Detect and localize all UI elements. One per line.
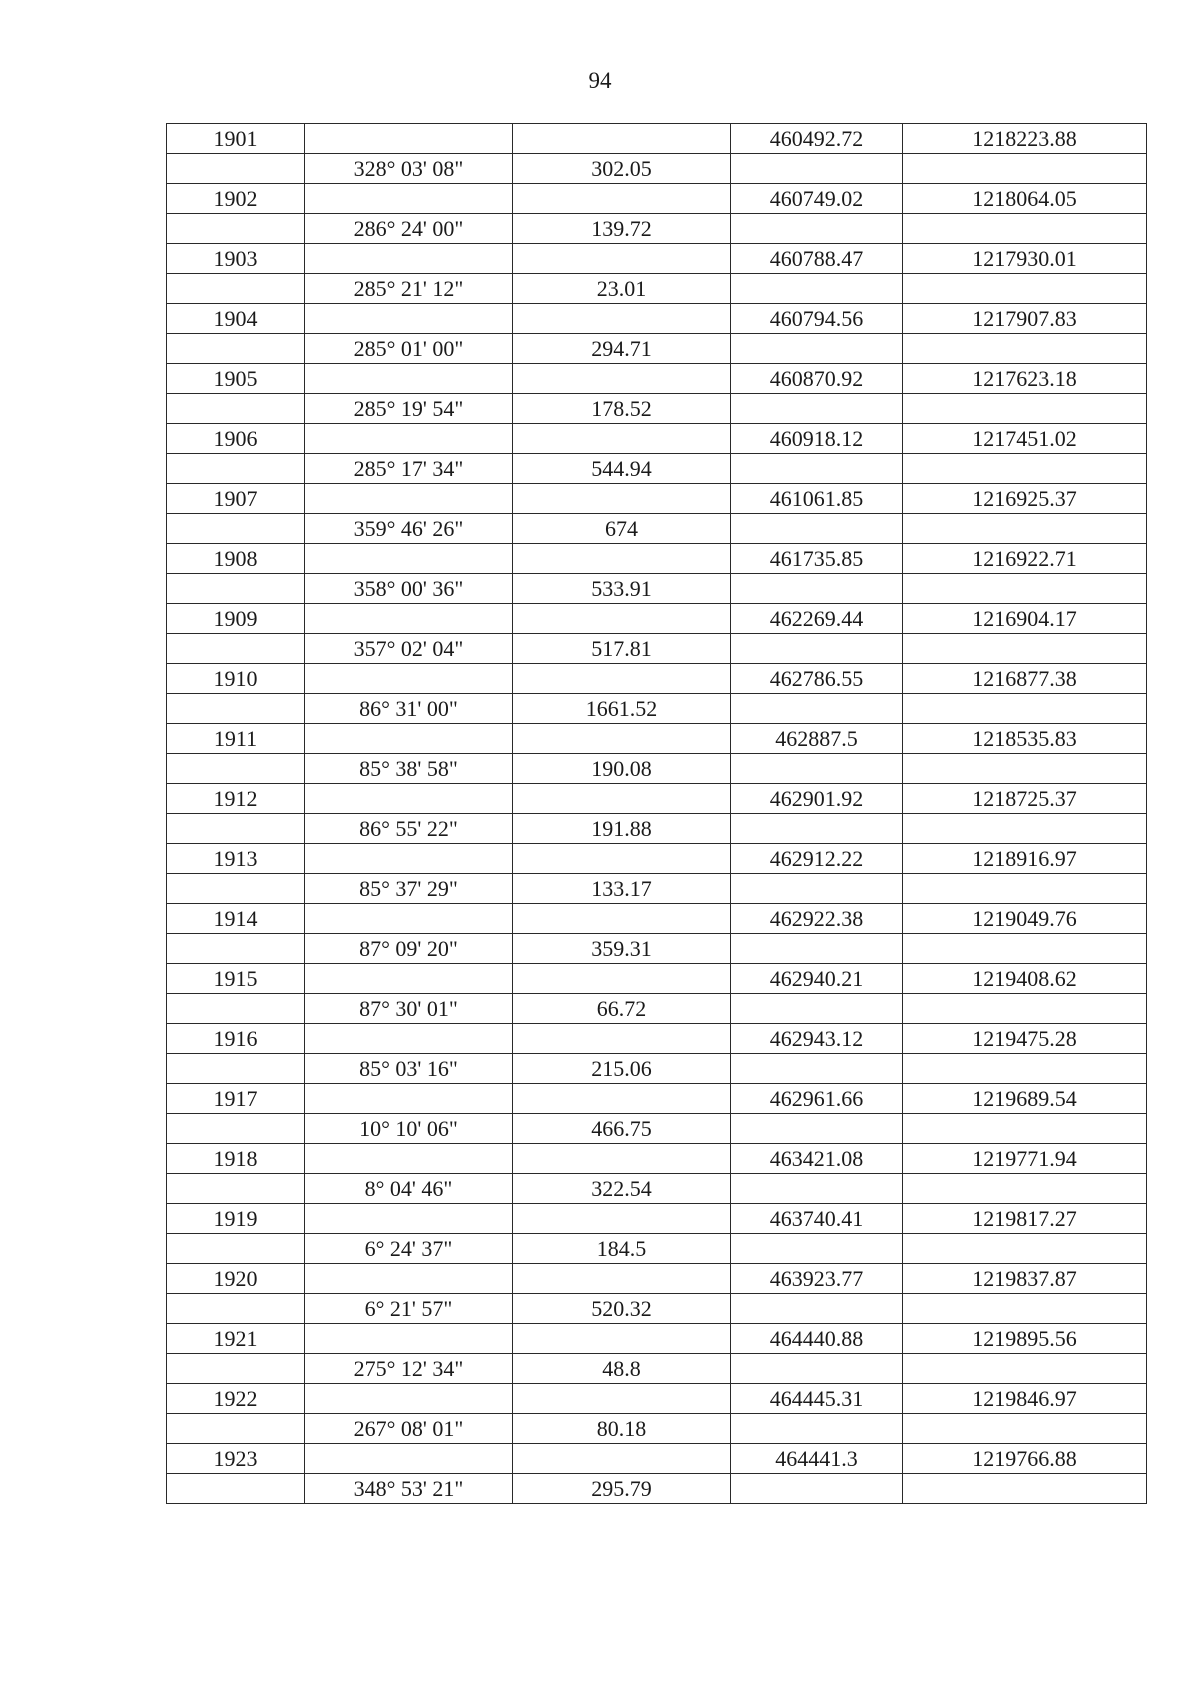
northing-cell: 464440.88 bbox=[731, 1324, 903, 1354]
empty-cell bbox=[513, 1384, 731, 1414]
empty-cell bbox=[167, 934, 305, 964]
easting-cell: 1219846.97 bbox=[903, 1384, 1147, 1414]
distance-cell: 294.71 bbox=[513, 334, 731, 364]
station-cell: 1907 bbox=[167, 484, 305, 514]
station-row bbox=[167, 1324, 1147, 1354]
empty-cell bbox=[305, 484, 513, 514]
bearing-cell: 275° 12' 34" bbox=[305, 1354, 513, 1384]
easting-cell: 1219475.28 bbox=[903, 1024, 1147, 1054]
station-row bbox=[167, 964, 1147, 994]
empty-cell bbox=[903, 574, 1147, 604]
distance-cell: 1661.52 bbox=[513, 694, 731, 724]
empty-cell bbox=[513, 1264, 731, 1294]
station-row bbox=[167, 484, 1147, 514]
empty-cell bbox=[167, 1354, 305, 1384]
empty-cell bbox=[167, 574, 305, 604]
easting-cell: 1219817.27 bbox=[903, 1204, 1147, 1234]
empty-cell bbox=[305, 544, 513, 574]
bearing-cell: 285° 21' 12" bbox=[305, 274, 513, 304]
empty-cell bbox=[513, 604, 731, 634]
leg-row bbox=[167, 514, 1147, 544]
easting-cell: 1218223.88 bbox=[903, 124, 1147, 154]
station-cell: 1913 bbox=[167, 844, 305, 874]
empty-cell bbox=[731, 1354, 903, 1384]
empty-cell bbox=[167, 694, 305, 724]
northing-cell: 460918.12 bbox=[731, 424, 903, 454]
leg-row bbox=[167, 334, 1147, 364]
station-row bbox=[167, 364, 1147, 394]
leg-row bbox=[167, 274, 1147, 304]
northing-cell: 460788.47 bbox=[731, 244, 903, 274]
station-row bbox=[167, 1264, 1147, 1294]
empty-cell bbox=[903, 754, 1147, 784]
leg-row bbox=[167, 574, 1147, 604]
northing-cell: 462961.66 bbox=[731, 1084, 903, 1114]
empty-cell bbox=[731, 394, 903, 424]
empty-cell bbox=[305, 664, 513, 694]
distance-cell: 23.01 bbox=[513, 274, 731, 304]
distance-cell: 544.94 bbox=[513, 454, 731, 484]
empty-cell bbox=[167, 1234, 305, 1264]
empty-cell bbox=[167, 1114, 305, 1144]
empty-cell bbox=[513, 1324, 731, 1354]
bearing-cell: 285° 19' 54" bbox=[305, 394, 513, 424]
empty-cell bbox=[167, 334, 305, 364]
empty-cell bbox=[903, 994, 1147, 1024]
empty-cell bbox=[305, 1444, 513, 1474]
empty-cell bbox=[305, 424, 513, 454]
station-row bbox=[167, 244, 1147, 274]
easting-cell: 1216922.71 bbox=[903, 544, 1147, 574]
bearing-cell: 87° 09' 20" bbox=[305, 934, 513, 964]
empty-cell bbox=[731, 934, 903, 964]
bearing-cell: 285° 01' 00" bbox=[305, 334, 513, 364]
bearing-cell: 286° 24' 00" bbox=[305, 214, 513, 244]
empty-cell bbox=[305, 964, 513, 994]
empty-cell bbox=[731, 1234, 903, 1264]
empty-cell bbox=[305, 184, 513, 214]
station-cell: 1915 bbox=[167, 964, 305, 994]
empty-cell bbox=[167, 994, 305, 1024]
northing-cell: 462786.55 bbox=[731, 664, 903, 694]
easting-cell: 1217451.02 bbox=[903, 424, 1147, 454]
empty-cell bbox=[305, 844, 513, 874]
station-row bbox=[167, 664, 1147, 694]
empty-cell bbox=[903, 154, 1147, 184]
station-row bbox=[167, 1084, 1147, 1114]
empty-cell bbox=[167, 454, 305, 484]
easting-cell: 1218916.97 bbox=[903, 844, 1147, 874]
empty-cell bbox=[167, 154, 305, 184]
leg-row bbox=[167, 1054, 1147, 1084]
empty-cell bbox=[167, 274, 305, 304]
leg-row bbox=[167, 634, 1147, 664]
empty-cell bbox=[731, 1474, 903, 1504]
leg-row bbox=[167, 214, 1147, 244]
empty-cell bbox=[513, 424, 731, 454]
empty-cell bbox=[903, 214, 1147, 244]
distance-cell: 517.81 bbox=[513, 634, 731, 664]
bearing-cell: 85° 38' 58" bbox=[305, 754, 513, 784]
empty-cell bbox=[305, 1084, 513, 1114]
empty-cell bbox=[167, 1414, 305, 1444]
empty-cell bbox=[513, 784, 731, 814]
northing-cell: 460794.56 bbox=[731, 304, 903, 334]
leg-row bbox=[167, 694, 1147, 724]
empty-cell bbox=[513, 1084, 731, 1114]
easting-cell: 1219895.56 bbox=[903, 1324, 1147, 1354]
station-row bbox=[167, 1024, 1147, 1054]
easting-cell: 1219049.76 bbox=[903, 904, 1147, 934]
empty-cell bbox=[731, 514, 903, 544]
station-cell: 1912 bbox=[167, 784, 305, 814]
leg-row bbox=[167, 1354, 1147, 1384]
distance-cell: 533.91 bbox=[513, 574, 731, 604]
empty-cell bbox=[903, 1054, 1147, 1084]
station-row bbox=[167, 904, 1147, 934]
distance-cell: 133.17 bbox=[513, 874, 731, 904]
empty-cell bbox=[903, 814, 1147, 844]
bearing-cell: 8° 04' 46" bbox=[305, 1174, 513, 1204]
empty-cell bbox=[513, 664, 731, 694]
empty-cell bbox=[513, 904, 731, 934]
coordinate-table bbox=[166, 123, 1147, 1504]
northing-cell: 462912.22 bbox=[731, 844, 903, 874]
station-row bbox=[167, 844, 1147, 874]
bearing-cell: 86° 31' 00" bbox=[305, 694, 513, 724]
northing-cell: 460870.92 bbox=[731, 364, 903, 394]
empty-cell bbox=[903, 274, 1147, 304]
empty-cell bbox=[731, 454, 903, 484]
station-cell: 1914 bbox=[167, 904, 305, 934]
station-row bbox=[167, 1384, 1147, 1414]
station-row bbox=[167, 724, 1147, 754]
easting-cell: 1219771.94 bbox=[903, 1144, 1147, 1174]
empty-cell bbox=[167, 814, 305, 844]
easting-cell: 1217623.18 bbox=[903, 364, 1147, 394]
bearing-cell: 6° 24' 37" bbox=[305, 1234, 513, 1264]
empty-cell bbox=[903, 694, 1147, 724]
station-cell: 1911 bbox=[167, 724, 305, 754]
empty-cell bbox=[167, 874, 305, 904]
empty-cell bbox=[731, 1114, 903, 1144]
empty-cell bbox=[305, 1144, 513, 1174]
bearing-cell: 358° 00' 36" bbox=[305, 574, 513, 604]
station-row bbox=[167, 1444, 1147, 1474]
empty-cell bbox=[903, 394, 1147, 424]
empty-cell bbox=[305, 124, 513, 154]
empty-cell bbox=[731, 814, 903, 844]
empty-cell bbox=[731, 214, 903, 244]
station-cell: 1908 bbox=[167, 544, 305, 574]
empty-cell bbox=[167, 754, 305, 784]
distance-cell: 184.5 bbox=[513, 1234, 731, 1264]
easting-cell: 1218535.83 bbox=[903, 724, 1147, 754]
station-cell: 1922 bbox=[167, 1384, 305, 1414]
leg-row bbox=[167, 1414, 1147, 1444]
leg-row bbox=[167, 1174, 1147, 1204]
empty-cell bbox=[731, 1174, 903, 1204]
empty-cell bbox=[305, 604, 513, 634]
empty-cell bbox=[167, 514, 305, 544]
leg-row bbox=[167, 814, 1147, 844]
empty-cell bbox=[305, 1264, 513, 1294]
empty-cell bbox=[513, 964, 731, 994]
bearing-cell: 10° 10' 06" bbox=[305, 1114, 513, 1144]
empty-cell bbox=[305, 1024, 513, 1054]
empty-cell bbox=[167, 1174, 305, 1204]
easting-cell: 1216904.17 bbox=[903, 604, 1147, 634]
leg-row bbox=[167, 1294, 1147, 1324]
northing-cell: 461061.85 bbox=[731, 484, 903, 514]
distance-cell: 80.18 bbox=[513, 1414, 731, 1444]
distance-cell: 674 bbox=[513, 514, 731, 544]
empty-cell bbox=[305, 784, 513, 814]
empty-cell bbox=[513, 1024, 731, 1054]
station-row bbox=[167, 424, 1147, 454]
station-cell: 1906 bbox=[167, 424, 305, 454]
empty-cell bbox=[731, 634, 903, 664]
northing-cell: 464441.3 bbox=[731, 1444, 903, 1474]
station-cell: 1923 bbox=[167, 1444, 305, 1474]
distance-cell: 190.08 bbox=[513, 754, 731, 784]
station-row bbox=[167, 124, 1147, 154]
northing-cell: 463421.08 bbox=[731, 1144, 903, 1174]
station-row bbox=[167, 304, 1147, 334]
northing-cell: 462887.5 bbox=[731, 724, 903, 754]
empty-cell bbox=[903, 1234, 1147, 1264]
empty-cell bbox=[903, 454, 1147, 484]
leg-row bbox=[167, 874, 1147, 904]
northing-cell: 462922.38 bbox=[731, 904, 903, 934]
station-row bbox=[167, 604, 1147, 634]
distance-cell: 295.79 bbox=[513, 1474, 731, 1504]
easting-cell: 1218064.05 bbox=[903, 184, 1147, 214]
empty-cell bbox=[305, 1324, 513, 1354]
easting-cell: 1219837.87 bbox=[903, 1264, 1147, 1294]
bearing-cell: 285° 17' 34" bbox=[305, 454, 513, 484]
bearing-cell: 357° 02' 04" bbox=[305, 634, 513, 664]
station-cell: 1916 bbox=[167, 1024, 305, 1054]
distance-cell: 215.06 bbox=[513, 1054, 731, 1084]
station-cell: 1921 bbox=[167, 1324, 305, 1354]
station-cell: 1918 bbox=[167, 1144, 305, 1174]
empty-cell bbox=[513, 724, 731, 754]
station-cell: 1905 bbox=[167, 364, 305, 394]
empty-cell bbox=[167, 214, 305, 244]
empty-cell bbox=[903, 1294, 1147, 1324]
page-number: 94 bbox=[588, 68, 612, 93]
leg-row bbox=[167, 934, 1147, 964]
empty-cell bbox=[305, 364, 513, 394]
empty-cell bbox=[513, 544, 731, 574]
station-row bbox=[167, 184, 1147, 214]
distance-cell: 520.32 bbox=[513, 1294, 731, 1324]
bearing-cell: 6° 21' 57" bbox=[305, 1294, 513, 1324]
empty-cell bbox=[513, 484, 731, 514]
leg-row bbox=[167, 1474, 1147, 1504]
empty-cell bbox=[513, 1144, 731, 1174]
northing-cell: 463923.77 bbox=[731, 1264, 903, 1294]
northing-cell: 462943.12 bbox=[731, 1024, 903, 1054]
empty-cell bbox=[167, 634, 305, 664]
leg-row bbox=[167, 454, 1147, 484]
station-cell: 1904 bbox=[167, 304, 305, 334]
empty-cell bbox=[305, 244, 513, 274]
empty-cell bbox=[305, 1384, 513, 1414]
empty-cell bbox=[513, 1204, 731, 1234]
station-row bbox=[167, 544, 1147, 574]
empty-cell bbox=[731, 154, 903, 184]
northing-cell: 460749.02 bbox=[731, 184, 903, 214]
station-cell: 1903 bbox=[167, 244, 305, 274]
empty-cell bbox=[903, 1174, 1147, 1204]
bearing-cell: 328° 03' 08" bbox=[305, 154, 513, 184]
empty-cell bbox=[513, 124, 731, 154]
station-cell: 1919 bbox=[167, 1204, 305, 1234]
distance-cell: 191.88 bbox=[513, 814, 731, 844]
empty-cell bbox=[305, 904, 513, 934]
empty-cell bbox=[903, 1354, 1147, 1384]
empty-cell bbox=[903, 514, 1147, 544]
easting-cell: 1217907.83 bbox=[903, 304, 1147, 334]
station-cell: 1920 bbox=[167, 1264, 305, 1294]
empty-cell bbox=[903, 874, 1147, 904]
station-row bbox=[167, 1144, 1147, 1174]
distance-cell: 66.72 bbox=[513, 994, 731, 1024]
bearing-cell: 359° 46' 26" bbox=[305, 514, 513, 544]
leg-row bbox=[167, 394, 1147, 424]
empty-cell bbox=[731, 274, 903, 304]
distance-cell: 302.05 bbox=[513, 154, 731, 184]
distance-cell: 48.8 bbox=[513, 1354, 731, 1384]
empty-cell bbox=[731, 994, 903, 1024]
easting-cell: 1218725.37 bbox=[903, 784, 1147, 814]
station-row bbox=[167, 1204, 1147, 1234]
easting-cell: 1219766.88 bbox=[903, 1444, 1147, 1474]
coordinate-table-body bbox=[167, 124, 1147, 1504]
leg-row bbox=[167, 754, 1147, 784]
empty-cell bbox=[305, 1204, 513, 1234]
station-row bbox=[167, 784, 1147, 814]
empty-cell bbox=[167, 1294, 305, 1324]
leg-row bbox=[167, 994, 1147, 1024]
empty-cell bbox=[903, 1474, 1147, 1504]
empty-cell bbox=[167, 1474, 305, 1504]
station-cell: 1917 bbox=[167, 1084, 305, 1114]
bearing-cell: 348° 53' 21" bbox=[305, 1474, 513, 1504]
empty-cell bbox=[305, 724, 513, 754]
leg-row bbox=[167, 154, 1147, 184]
northing-cell: 462901.92 bbox=[731, 784, 903, 814]
easting-cell: 1217930.01 bbox=[903, 244, 1147, 274]
empty-cell bbox=[731, 754, 903, 784]
bearing-cell: 85° 03' 16" bbox=[305, 1054, 513, 1084]
easting-cell: 1216925.37 bbox=[903, 484, 1147, 514]
station-cell: 1910 bbox=[167, 664, 305, 694]
northing-cell: 461735.85 bbox=[731, 544, 903, 574]
empty-cell bbox=[167, 1054, 305, 1084]
distance-cell: 322.54 bbox=[513, 1174, 731, 1204]
easting-cell: 1219689.54 bbox=[903, 1084, 1147, 1114]
northing-cell: 462940.21 bbox=[731, 964, 903, 994]
northing-cell: 463740.41 bbox=[731, 1204, 903, 1234]
empty-cell bbox=[731, 574, 903, 604]
empty-cell bbox=[513, 1444, 731, 1474]
leg-row bbox=[167, 1234, 1147, 1264]
empty-cell bbox=[903, 334, 1147, 364]
distance-cell: 466.75 bbox=[513, 1114, 731, 1144]
easting-cell: 1216877.38 bbox=[903, 664, 1147, 694]
empty-cell bbox=[167, 394, 305, 424]
station-cell: 1902 bbox=[167, 184, 305, 214]
empty-cell bbox=[513, 244, 731, 274]
empty-cell bbox=[903, 934, 1147, 964]
bearing-cell: 85° 37' 29" bbox=[305, 874, 513, 904]
northing-cell: 464445.31 bbox=[731, 1384, 903, 1414]
empty-cell bbox=[731, 1414, 903, 1444]
bearing-cell: 86° 55' 22" bbox=[305, 814, 513, 844]
empty-cell bbox=[903, 634, 1147, 664]
empty-cell bbox=[731, 334, 903, 364]
distance-cell: 139.72 bbox=[513, 214, 731, 244]
empty-cell bbox=[731, 1054, 903, 1084]
empty-cell bbox=[731, 1294, 903, 1324]
empty-cell bbox=[513, 304, 731, 334]
leg-row bbox=[167, 1114, 1147, 1144]
empty-cell bbox=[903, 1114, 1147, 1144]
easting-cell: 1219408.62 bbox=[903, 964, 1147, 994]
northing-cell: 462269.44 bbox=[731, 604, 903, 634]
empty-cell bbox=[731, 694, 903, 724]
distance-cell: 178.52 bbox=[513, 394, 731, 424]
empty-cell bbox=[903, 1414, 1147, 1444]
empty-cell bbox=[513, 844, 731, 874]
empty-cell bbox=[513, 184, 731, 214]
distance-cell: 359.31 bbox=[513, 934, 731, 964]
empty-cell bbox=[513, 364, 731, 394]
bearing-cell: 267° 08' 01" bbox=[305, 1414, 513, 1444]
empty-cell bbox=[305, 304, 513, 334]
station-cell: 1901 bbox=[167, 124, 305, 154]
northing-cell: 460492.72 bbox=[731, 124, 903, 154]
station-cell: 1909 bbox=[167, 604, 305, 634]
empty-cell bbox=[731, 874, 903, 904]
bearing-cell: 87° 30' 01" bbox=[305, 994, 513, 1024]
